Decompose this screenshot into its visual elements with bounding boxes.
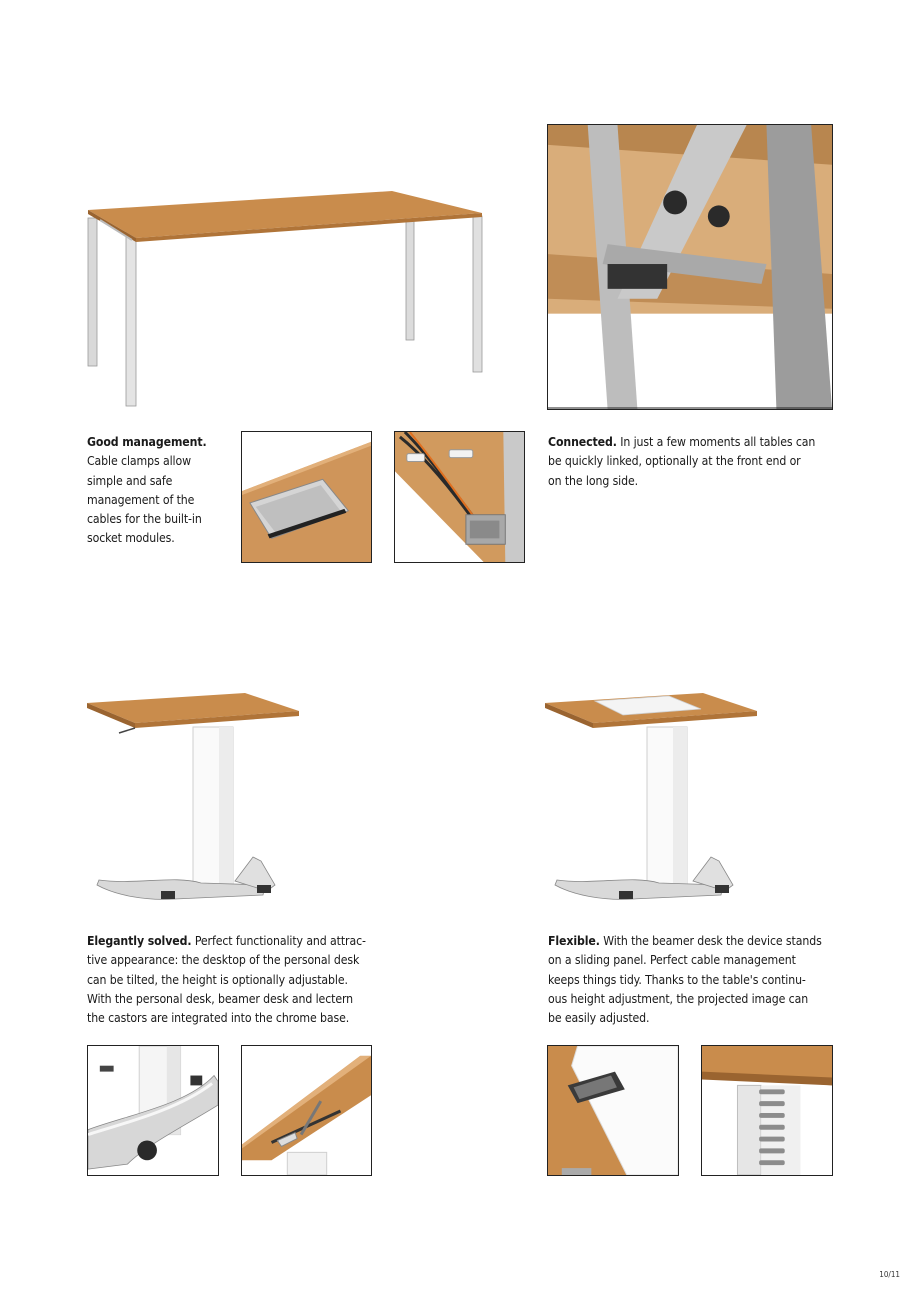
cable-chain-photo [701,1045,833,1176]
table-photo [80,180,490,415]
flexible-line: be easily adjusted. [548,1011,650,1026]
connected-line: on the long side. [548,473,639,488]
good-management-title: Good management. [87,435,207,449]
elegantly-solved-line: With the personal desk, beamer desk and lectern [87,991,354,1006]
connected-title: Connected. [548,435,617,449]
connected-line: be quickly linked, optionally at the front end or [548,454,801,469]
sliding-panel-photo [547,1045,679,1176]
elegantly-solved-title: Elegantly solved. [87,934,192,948]
castor-base-photo [87,1045,219,1176]
good-management-line: simple and safe [87,473,173,488]
flexible-line: ous height adjustment, the projected image can [548,991,809,1006]
connected-text [548,433,838,491]
flexible-title: Flexible. [548,934,600,948]
good-management-line: Cable clamps allow [87,454,191,469]
flexible-line: keeps things tidy. Thanks to the table's continu- [548,972,806,987]
elegantly-solved-text [87,932,387,1028]
flexible-text [548,932,848,1028]
page-number: 10/11 [879,1270,900,1279]
elegantly-solved-line: can be tilted, the height is optionally adjustable. [87,972,348,987]
beamer-desk-photo [543,685,768,910]
elegantly-solved-line: Perfect functionality and attrac- [194,934,366,948]
personal-desk-photo [85,685,310,910]
flexible-line: With the beamer desk the device stands [603,934,822,948]
connector-photo [547,124,833,410]
connected-line: In just a few moments all tables can [620,435,816,449]
cable-clamp-photo [394,431,525,563]
socket-module-photo [241,431,372,563]
good-management-text [87,433,232,549]
tilt-mechanism-photo [241,1045,372,1176]
elegantly-solved-line: tive appearance: the desktop of the personal desk [87,953,360,968]
good-management-line: socket modules. [87,531,175,546]
good-management-line: management of the [87,492,195,507]
elegantly-solved-line: the castors are integrated into the chrome base. [87,1011,350,1026]
flexible-line: on a sliding panel. Perfect cable management [548,953,796,968]
good-management-line: cables for the built-in [87,512,202,527]
